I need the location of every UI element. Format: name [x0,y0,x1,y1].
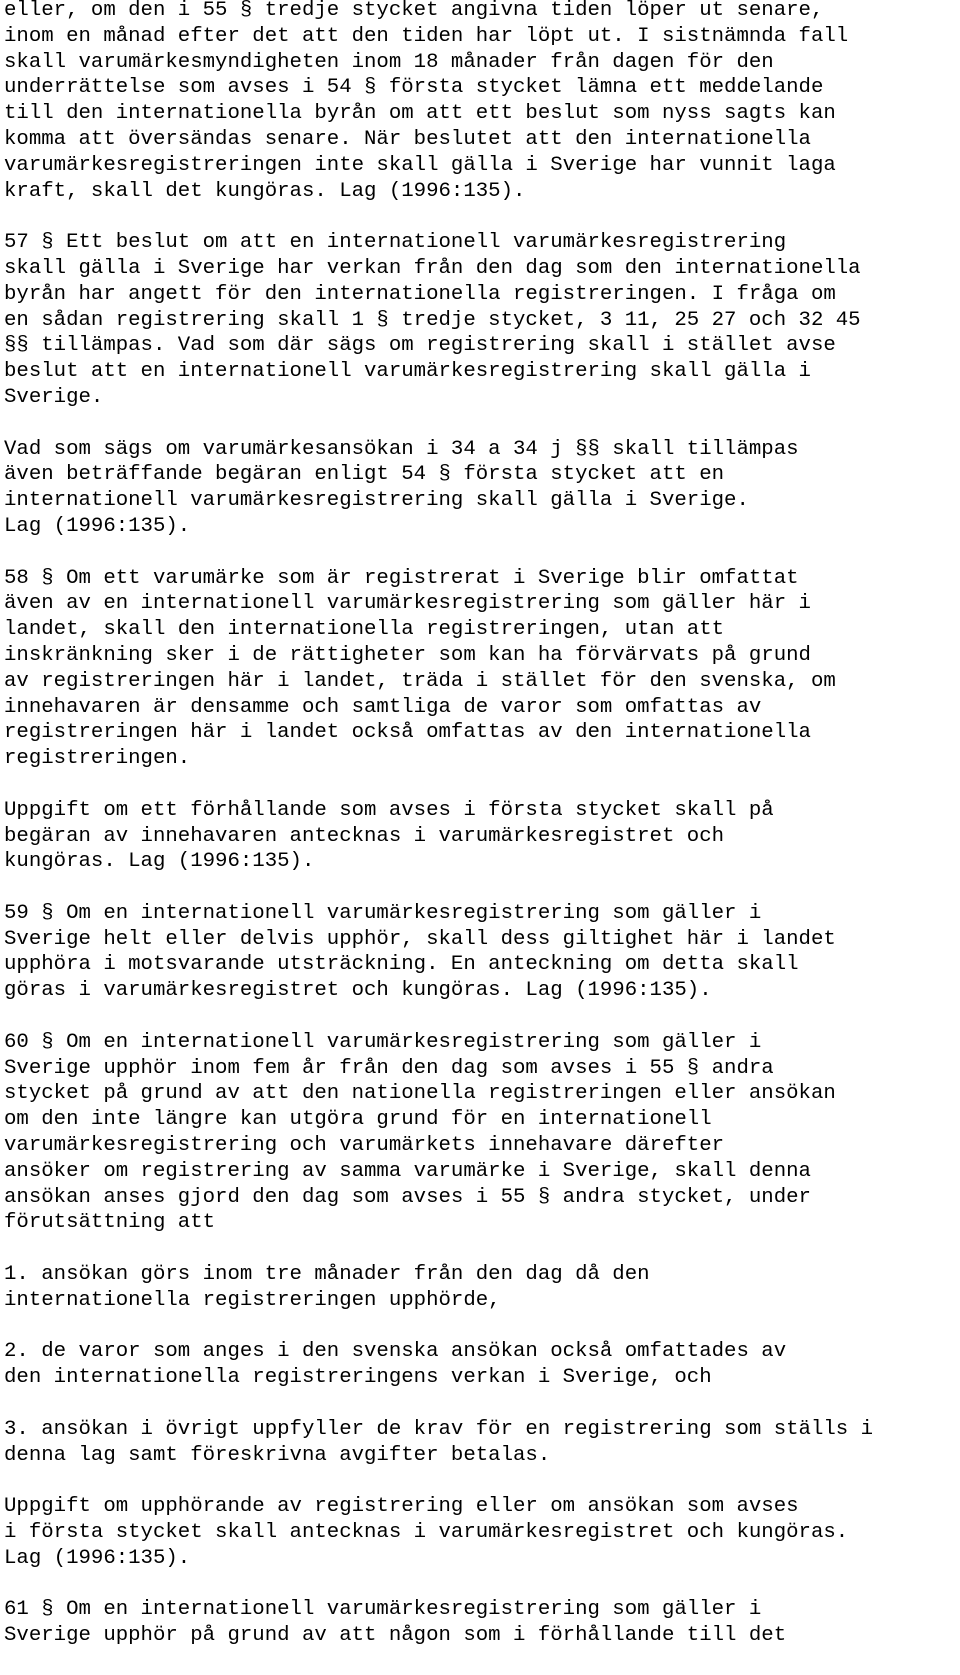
text-line: Sverige upphör inom fem år från den dag som avses i 55 § andra [4,1056,774,1080]
text-line: 58 § Om ett varumärke som är registrerat i Sverige blir omfattat [4,566,799,590]
text-line: 3. ansökan i övrigt uppfyller de krav för en registrering som ställs i [4,1417,874,1441]
text-line: 2. de varor som anges i den svenska ansökan också omfattades av [4,1340,787,1364]
text-line: Sverige upphör på grund av att någon som i förhållande till det [4,1624,787,1648]
text-line: Sverige. [4,385,104,409]
paragraph [4,798,956,875]
text-line: skall gälla i Sverige har verkan från den dag som den internationella [4,256,861,280]
text-line: göras i varumärkesregistret och kungöras. Lag (1996:135). [4,979,712,1003]
text-line: 59 § Om en internationell varumärkesregistrering som gäller i [4,901,762,925]
text-line: en sådan registrering skall 1 § tredje stycket, 3 11, 25 27 och 32 45 [4,308,861,332]
paragraph [4,1339,956,1391]
text-line: av registreringen här i landet, träda i stället för den svenska, om [4,669,836,693]
text-line: ansökan anses gjord den dag som avses i 55 § andra stycket, under [4,1185,811,1209]
text-line: skall varumärkesmyndigheten inom 18 månader från dagen för den [4,50,774,74]
text-line: Lag (1996:135). [4,1546,191,1570]
text-line: begäran av innehavaren antecknas i varumärkesregistret och [4,824,725,848]
text-line: varumärkesregistrering och varumärkets innehavare därefter [4,1134,725,1158]
text-line: inom en månad efter det att den tiden har löpt ut. I sistnämnda fall [4,24,849,48]
text-line: 1. ansökan görs inom tre månader från den dag då den [4,1263,650,1287]
text-line: Vad som sägs om varumärkesansökan i 34 a 34 j §§ skall tillämpas [4,437,799,461]
text-line: 60 § Om en internationell varumärkesregistrering som gäller i [4,1030,762,1054]
text-line: även av en internationell varumärkesregistrering som gäller här i [4,592,811,616]
text-line: 61 § Om en internationell varumärkesregistrering som gäller i [4,1598,762,1622]
text-line: registreringen här i landet också omfattas av den internationella [4,721,811,745]
text-line: byrån har angett för den internationella registreringen. I fråga om [4,282,836,306]
text-line: upphöra i motsvarande utsträckning. En anteckning om detta skall [4,953,799,977]
text-line: internationell varumärkesregistrering skall gälla i Sverige. [4,489,749,513]
document-page [4,0,956,1675]
text-line: Lag (1996:135). [4,514,191,538]
paragraph [4,230,956,411]
text-line: Uppgift om upphörande av registrering eller om ansökan som avses [4,1495,799,1519]
text-line: Sverige helt eller delvis upphör, skall dess giltighet här i landet [4,927,836,951]
text-line: eller, om den i 55 § tredje stycket angivna tiden löper ut senare, [4,0,824,22]
text-line: Uppgift om ett förhållande som avses i första stycket skall på [4,798,774,822]
paragraph [4,1262,956,1314]
paragraph [4,566,956,772]
text-line: internationella registreringen upphörde, [4,1288,501,1312]
text-line: till den internationella byrån om att ett beslut som nyss sagts kan [4,102,836,126]
text-line: kraft, skall det kungöras. Lag (1996:135). [4,179,526,203]
text-line: kungöras. Lag (1996:135). [4,850,315,874]
text-line: i första stycket skall antecknas i varumärkesregistret och kungöras. [4,1521,849,1545]
text-line: förutsättning att [4,1211,216,1235]
text-line: varumärkesregistreringen inte skall gälla i Sverige har vunnit laga [4,153,836,177]
text-line: landet, skall den internationella registreringen, utan att [4,618,725,642]
paragraph [4,901,956,1004]
text-line: innehavaren är densamme och samtliga de varor som omfattas av [4,695,762,719]
text-line: komma att översändas senare. När beslutet att den internationella [4,127,811,151]
text-line: underrättelse som avses i 54 § första stycket lämna ett meddelande [4,76,824,100]
text-line: inskränkning sker i de rättigheter som kan ha förvärvats på grund [4,643,811,667]
text-line: den internationella registreringens verkan i Sverige, och [4,1366,712,1390]
text-line: 57 § Ett beslut om att en internationell varumärkesregistrering [4,231,787,255]
paragraph [4,1494,956,1571]
paragraph [4,1417,956,1469]
paragraph [4,1030,956,1236]
paragraph [4,1597,956,1649]
text-line: även beträffande begäran enligt 54 § första stycket att en [4,463,725,487]
text-line: ansöker om registrering av samma varumärke i Sverige, skall denna [4,1159,811,1183]
text-line: stycket på grund av att den nationella registreringen eller ansökan [4,1082,836,1106]
text-line: registreringen. [4,747,191,771]
text-line: om den inte längre kan utgöra grund för en internationell [4,1108,712,1132]
text-line: denna lag samt föreskrivna avgifter betalas. [4,1443,551,1467]
text-line: §§ tillämpas. Vad som där sägs om registrering skall i stället avse [4,334,836,358]
paragraph [4,437,956,540]
paragraph [4,0,956,204]
text-line: beslut att en internationell varumärkesregistrering skall gälla i [4,360,811,384]
